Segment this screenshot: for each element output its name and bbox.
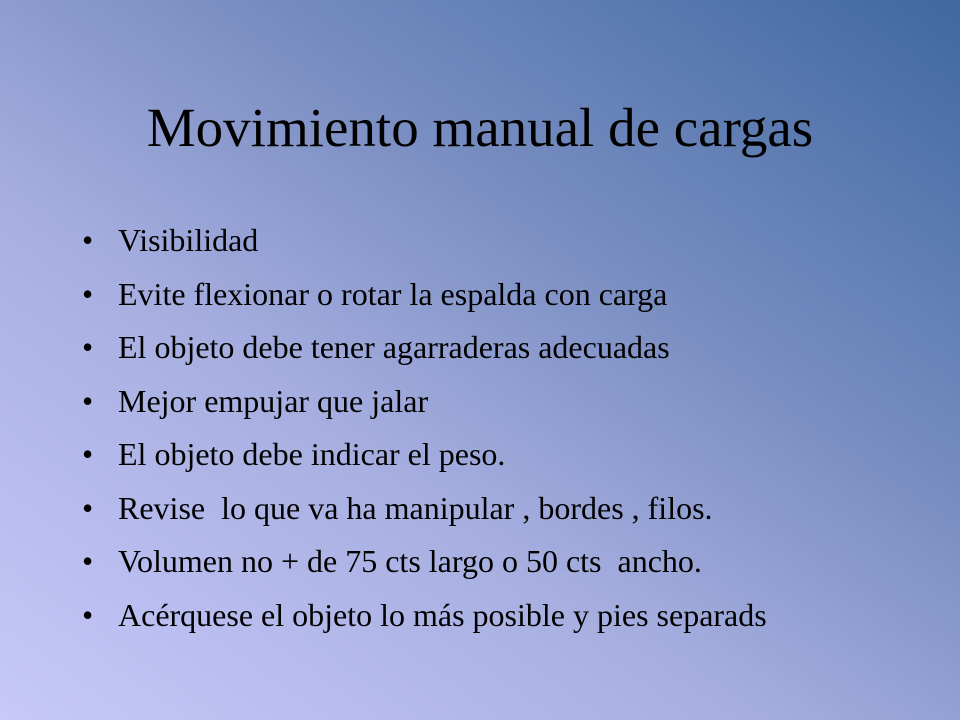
slide-title: Movimiento manual de cargas xyxy=(146,97,814,158)
bullet-item xyxy=(82,214,932,268)
bullet-text: El objeto debe indicar el peso. xyxy=(118,436,506,472)
bullet-text: Volumen no + de 75 cts largo o 50 cts ancho. xyxy=(118,543,702,579)
bullet-icon: • xyxy=(82,275,94,312)
bullet-item xyxy=(82,482,932,536)
bullet-icon: • xyxy=(82,222,94,258)
bullet-icon: • xyxy=(82,543,94,579)
bullet-icon: • xyxy=(82,436,94,472)
bullet-text: Evite flexionar o rotar la espalda con carga xyxy=(118,275,668,312)
bullet-icon: • xyxy=(82,489,94,526)
bullet-text: Visibilidad xyxy=(118,222,259,258)
bullet-item xyxy=(82,268,932,322)
bullet-text: Mejor empujar que jalar xyxy=(118,382,429,419)
bullet-text: Acérquese el objeto lo más posible y pies separads xyxy=(118,596,767,633)
bullet-icon: • xyxy=(82,329,94,365)
bullet-item xyxy=(82,589,932,643)
bullet-item xyxy=(82,428,932,482)
bullet-item xyxy=(82,535,932,589)
bullet-icon: • xyxy=(82,382,94,419)
bullet-item xyxy=(82,321,932,375)
bullet-text: El objeto debe tener agarraderas adecuadas xyxy=(118,329,670,365)
bullet-list xyxy=(82,214,932,642)
bullet-item xyxy=(82,375,932,429)
bullet-text: Revise lo que va ha manipular , bordes , filos. xyxy=(118,489,713,526)
bullet-icon: • xyxy=(82,596,94,633)
